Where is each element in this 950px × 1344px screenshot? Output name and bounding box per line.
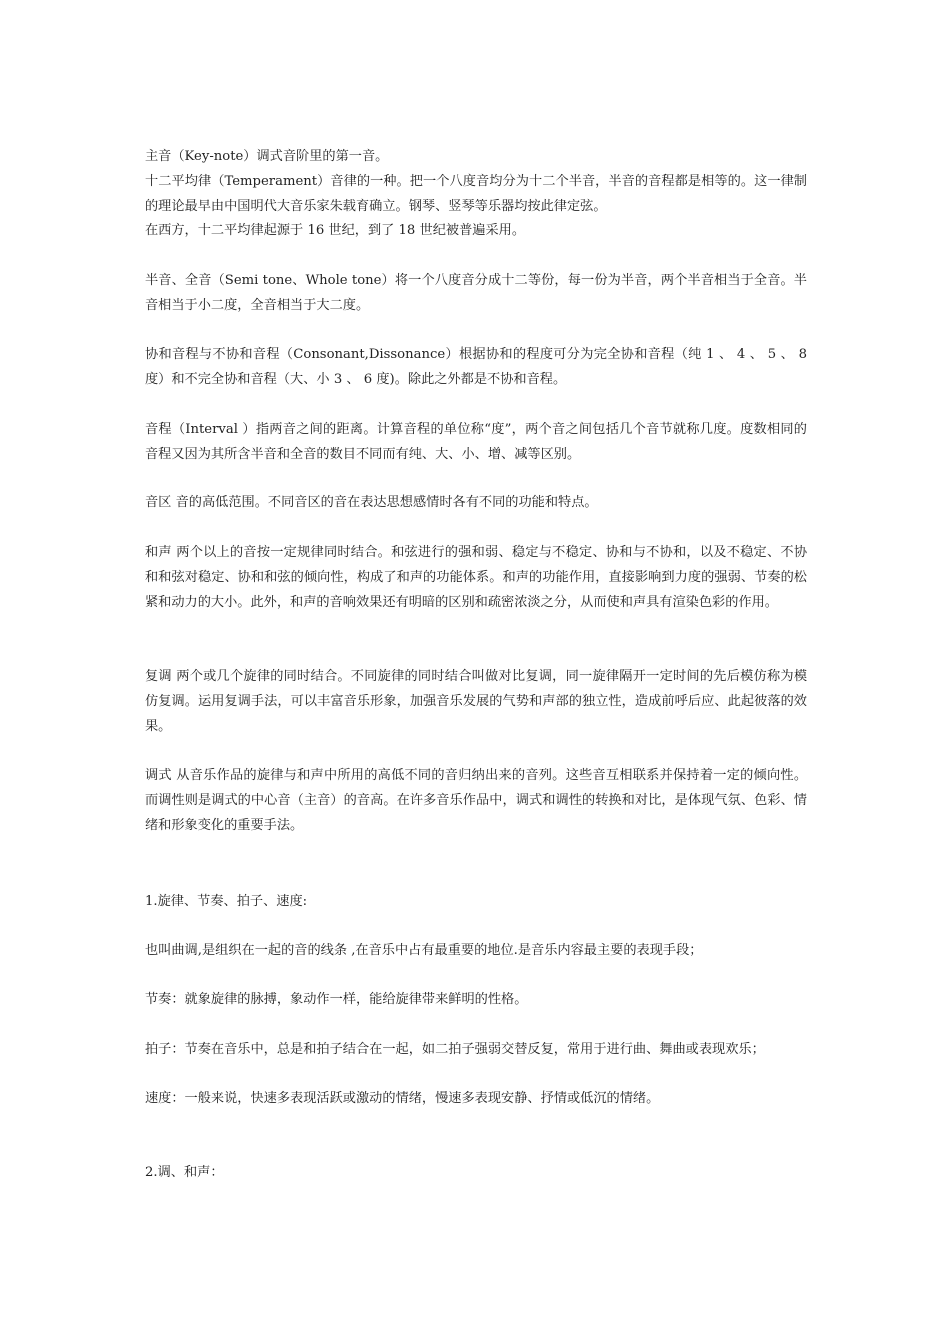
paragraph-temperament: 十二平均律（Temperament）音律的一种。把一个八度音均分为十二个半音，半音的音程都是相等的。这一律制的理论最早由中国明代大音乐家朱载育确立。钢琴、竖琴等乐器均按此律定弦。	[145, 174, 807, 214]
paragraph-consonance: 协和音程与不协和音程（Consonant,Dissonance）根据协和的程度可分为完全协和音程（纯 1 、 4 、 5 、 8 度）和不完全协和音程（大、小 3 、 6 度)。除此之外都是不协和音程。	[145, 347, 807, 387]
paragraph-mode: 调式 从音乐作品的旋律与和声中所用的高低不同的音归纳出来的音列。这些音互相联系并保持着一定的倾向性。而调性则是调式的中心音（主音）的音高。在许多音乐作品中，调式和调性的转换和对比，是体现气氛、色彩、情绪和形象变化的重要手法。	[145, 768, 807, 833]
paragraph-register: 音区 音的高低范围。不同音区的音在表达思想感情时各有不同的功能和特点。	[145, 495, 598, 510]
paragraph-tempo: 速度：一般来说，快速多表现活跃或激动的情绪，慢速多表现安静、抒情或低沉的情绪。	[145, 1091, 660, 1106]
paragraph-temperament-history: 在西方，十二平均律起源于 16 世纪，到了 18 世纪被普遍采用。	[145, 223, 526, 238]
paragraph-interval: 音程（Interval ）指两音之间的距离。计算音程的单位称“度”，两个音之间包括几个音节就称几度。度数相同的音程又因为其所含半音和全音的数目不同而有纯、大、小、增、减等区别。	[145, 422, 807, 462]
paragraph-meter: 拍子：节奏在音乐中，总是和拍子结合在一起，如二拍子强弱交替反复，常用于进行曲、舞曲或表现欢乐；	[145, 1042, 765, 1057]
section-heading-1: 1.旋律、节奏、拍子、速度:	[145, 894, 308, 909]
paragraph-rhythm: 节奏：就象旋律的脉搏，象动作一样，能给旋律带来鲜明的性格。	[145, 992, 528, 1007]
paragraph-semitone: 半音、全音（Semi tone、Whole tone）将一个八度音分成十二等份，每一份为半音，两个半音相当于全音。半音相当于小二度，全音相当于大二度。	[145, 273, 807, 313]
paragraph-melody: 也叫曲调,是组织在一起的音的线条 ,在音乐中占有最重要的地位.是音乐内容最主要的表现手段；	[145, 943, 703, 958]
paragraph-key-note: 主音（Key-note）调式音阶里的第一音。	[145, 149, 389, 164]
paragraph-polyphony: 复调 两个或几个旋律的同时结合。不同旋律的同时结合叫做对比复调，同一旋律隔开一定时间的先后模仿称为模仿复调。运用复调手法，可以丰富音乐形象，加强音乐发展的气势和声部的独立性，造成前呼后应、此起彼落的效果。	[145, 669, 807, 734]
section-heading-2: 2.调、和声：	[145, 1165, 224, 1180]
paragraph-harmony: 和声 两个以上的音按一定规律同时结合。和弦进行的强和弱、稳定与不稳定、协和与不协和，以及不稳定、不协和和弦对稳定、协和和弦的倾向性，构成了和声的功能体系。和声的功能作用，直接影响到力度的强弱、节奏的松紧和动力的大小。此外，和声的音响效果还有明暗的区别和疏密浓淡之分，从而使和声具有渲染色彩的作用。	[145, 545, 807, 610]
